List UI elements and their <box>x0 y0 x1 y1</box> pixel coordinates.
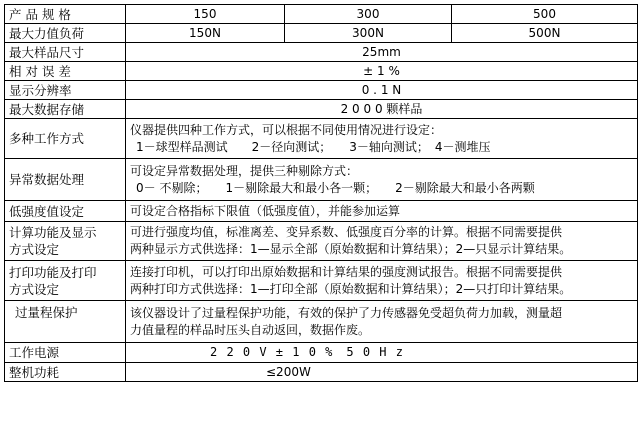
power-supply-value: 2 2 0 V ± 1 0 % 5 0 H z <box>126 343 638 363</box>
text-line: 0－ 不剔除； 1－剔除最大和最小各一颗； 2－剔除最大和最小各两颗 <box>136 180 535 195</box>
row-label-line: 方式设定 <box>9 242 60 257</box>
max-force-value-150n: 150N <box>126 24 285 43</box>
row-label <box>5 261 126 301</box>
table-row <box>5 62 638 81</box>
row-label-line: 打印功能及打印 <box>9 264 97 280</box>
max-force-value-300n: 300N <box>285 24 452 43</box>
table-row <box>5 24 638 43</box>
row-label-line: 计算功能及显示 <box>9 225 97 240</box>
text-line: 仪器提供四种工作方式，可以根据不同使用情况进行设定： <box>130 122 443 137</box>
text-line: 该仪器设计了过量程保护功能，有效的保护了力传感器免受超负荷力加载，测量超 <box>130 305 563 320</box>
table-row <box>5 119 638 159</box>
text-line: 两种显示方式供选择：1—显示全部（原始数据和计算结果）；2—只显示计算结果。 <box>130 242 572 256</box>
row-label: 过量程保护 <box>5 301 126 343</box>
table-row <box>5 363 638 382</box>
row-label: 工作电源 <box>5 343 126 363</box>
max-storage-value: 2 0 0 0 颗样品 <box>126 100 638 119</box>
row-label <box>5 222 126 261</box>
calc-display-text <box>126 222 638 261</box>
table-row <box>5 301 638 343</box>
spec-value-500: 500 <box>452 5 638 24</box>
table-row <box>5 343 638 363</box>
row-label: 显示分辨率 <box>5 81 126 100</box>
spec-value-150: 150 <box>126 5 285 24</box>
row-label: 产 品 规 格 <box>5 5 126 24</box>
row-label: 整机功耗 <box>5 363 126 382</box>
abnormal-data-text <box>126 159 638 201</box>
overload-text <box>126 301 638 343</box>
spec-table <box>4 4 638 382</box>
print-func-text <box>126 261 638 301</box>
text-line: 连接打印机，可以打印出原始数据和计算结果的强度测试报告。根据不同需要提供 <box>130 264 563 279</box>
display-resolution-value: 0 . 1 N <box>126 81 638 100</box>
table-row <box>5 5 638 24</box>
row-label-line: 方式设定 <box>9 281 60 297</box>
text-line: 1－球型样品测试 2－径向测试； 3－轴向测试； 4－测堆压 <box>136 139 491 154</box>
power-consumption-value: ≤200W <box>126 363 638 382</box>
row-label: 最大样品尺寸 <box>5 43 126 62</box>
table-row <box>5 159 638 201</box>
row-label: 异常数据处理 <box>5 159 126 201</box>
table-row <box>5 201 638 222</box>
max-force-value-500n: 500N <box>452 24 638 43</box>
text-line: 可进行强度均值，标准离差、变异系数、低强度百分率的计算。根据不同需要提供 <box>130 225 563 239</box>
text-line: 力值量程的样品时压头自动返回，数据作废。 <box>130 322 371 337</box>
table-row <box>5 261 638 301</box>
text-line: 可设定异常数据处理，提供三种剔除方式： <box>130 163 359 178</box>
relative-error-value: ± 1 % <box>126 62 638 81</box>
text-line: 两种打印方式供选择：1—打印全部（原始数据和计算结果）；2—只打印计算结果。 <box>130 281 572 296</box>
max-sample-size-value: 25mm <box>126 43 638 62</box>
work-modes-text <box>126 119 638 159</box>
table-row <box>5 43 638 62</box>
row-label: 最大力值负荷 <box>5 24 126 43</box>
table-row <box>5 100 638 119</box>
spec-value-300: 300 <box>285 5 452 24</box>
table-row <box>5 81 638 100</box>
row-label: 相 对 误 差 <box>5 62 126 81</box>
low-strength-value: 可设定合格指标下限值（低强度值），并能参加运算 <box>126 201 638 222</box>
table-row <box>5 222 638 261</box>
row-label: 低强度值设定 <box>5 201 126 222</box>
row-label: 最大数据存储 <box>5 100 126 119</box>
row-label: 多种工作方式 <box>5 119 126 159</box>
